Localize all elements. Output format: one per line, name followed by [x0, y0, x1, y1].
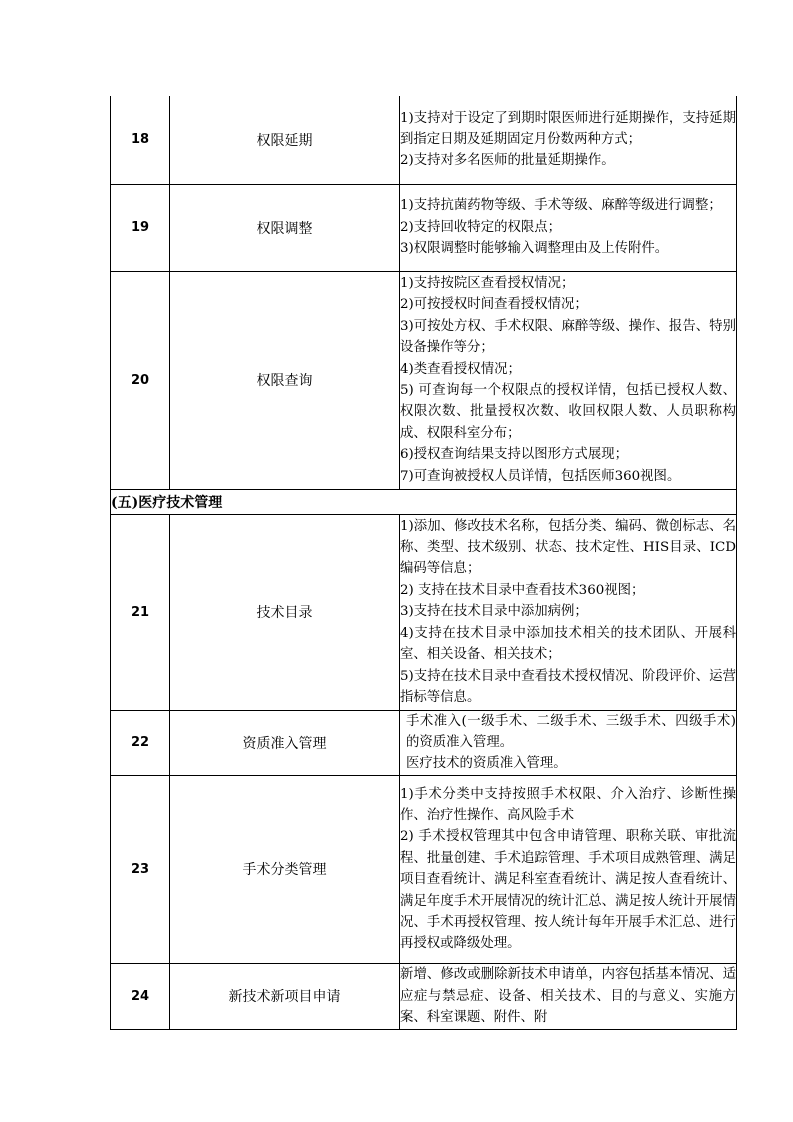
section-header-row — [111, 489, 737, 514]
function-name: 新技术新项目申请 — [170, 963, 400, 1029]
description-line: 7)可查询被授权人员详情，包括医师360视图。 — [400, 468, 681, 484]
description-line: 3)可按处方权、手术权限、麻醉等级、操作、报告、特别设备操作等分； — [400, 318, 736, 356]
description-line: 1)支持对于设定了到期时限医师进行延期操作，支持延期到指定日期及延期固定月份数两种方式； — [400, 110, 736, 148]
row-number: 20 — [111, 271, 170, 489]
table-row — [111, 775, 737, 963]
table-row — [111, 271, 737, 489]
description-line: 1)支持抗菌药物等级、手术等级、麻醉等级进行调整； — [400, 198, 722, 214]
function-description — [400, 963, 737, 1029]
function-name: 技术目录 — [170, 514, 400, 710]
description-line: 5)支持在技术目录中查看技术授权情况、阶段评价、运营指标等信息。 — [400, 668, 736, 705]
function-name: 手术分类管理 — [170, 775, 400, 963]
description-line: 3)权限调整时能够输入调整理由及上传附件。 — [400, 241, 669, 257]
function-description — [400, 775, 737, 963]
row-number: 21 — [111, 514, 170, 710]
description-line: 2)可按授权时间查看授权情况； — [400, 297, 588, 313]
table-row — [111, 963, 737, 1029]
row-number: 22 — [111, 710, 170, 775]
description-line: 1)添加、修改技术名称，包括分类、编码、微创标志、名称、类型、技术级别、状态、技术定性、HIS目录、ICD编码等信息； — [400, 518, 736, 577]
function-name: 权限延期 — [170, 96, 400, 184]
description-line: 1)支持按院区查看授权情况； — [400, 275, 575, 291]
function-description — [400, 96, 737, 184]
function-description — [400, 271, 737, 489]
description-line: 2) 支持在技术目录中查看技术360视图； — [400, 582, 645, 598]
function-name: 权限调整 — [170, 184, 400, 271]
row-number: 19 — [111, 184, 170, 271]
row-number: 18 — [111, 96, 170, 184]
description-line: 2)支持对多名医师的批量延期操作。 — [400, 153, 615, 169]
description-line: 2) 手术授权管理其中包含申请管理、职称关联、审批流程、批量创建、手术追踪管理、手术项目成熟管理、满足项目查看统计、满足科室查看统计、满足按人查看统计、满足年度手术开展情况的统计汇总、满足按人统计开展情况、手术再授权管理、按人统计每年开展手术汇总、进行再授权或降级处理。 — [400, 829, 736, 952]
function-description — [400, 710, 737, 775]
description-line: 医疗技术的资质准入管理。 — [406, 756, 567, 772]
description-line: 5) 可查询每一个权限点的授权详情，包括已授权人数、权限次数、批量授权次数、收回权限人数、人员职称构成、权限科室分布； — [400, 383, 736, 441]
row-number: 24 — [111, 963, 170, 1029]
description-line: 4)类查看授权情况； — [400, 361, 521, 377]
function-description — [400, 184, 737, 271]
table-row — [111, 710, 737, 775]
description-line: 手术准入(一级手术、二级手术、三级手术、四级手术)的资质准入管理。 — [406, 713, 736, 750]
row-number: 23 — [111, 775, 170, 963]
description-line: 2)支持回收特定的权限点； — [400, 219, 562, 235]
function-description — [400, 514, 737, 710]
requirements-table — [110, 96, 737, 1030]
description-line: 6)授权查询结果支持以图形方式展现； — [400, 447, 628, 463]
function-name: 权限查询 — [170, 271, 400, 489]
function-name: 资质准入管理 — [170, 710, 400, 775]
table-row — [111, 96, 737, 184]
table-row — [111, 184, 737, 271]
section-title: (五)医疗技术管理 — [111, 489, 737, 514]
description-line: 4)支持在技术目录中添加技术相关的技术团队、开展科室、相关设备、相关技术； — [400, 625, 736, 663]
description-line: 新增、修改或删除新技术申请单，内容包括基本情况、适应症与禁忌症、设备、相关技术、目的与意义、实施方案、科室课题、附件、附 — [400, 967, 736, 1025]
description-line: 3)支持在技术目录中添加病例； — [400, 604, 588, 620]
table-row — [111, 514, 737, 710]
description-line: 1)手术分类中支持按照手术权限、介入治疗、诊断性操作、治疗性操作、高风险手术 — [400, 786, 736, 823]
